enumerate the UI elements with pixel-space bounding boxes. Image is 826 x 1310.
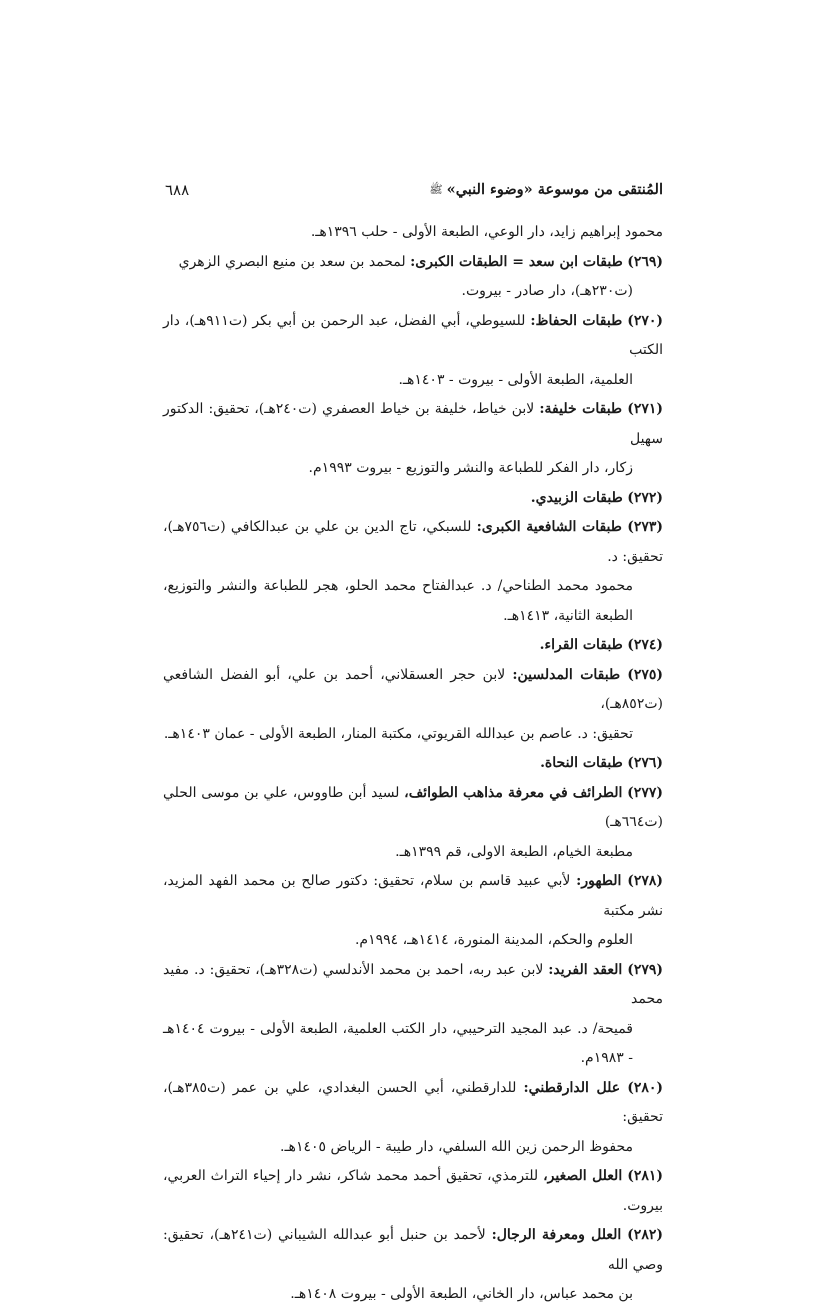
entry-details: لابن حجر العسقلاني، أحمد بن علي، أبو الفضل الشافعي (ت٨٥٢هـ)، — [163, 666, 663, 712]
entry-number: (٢٨٢) — [627, 1227, 663, 1243]
entry-title: العقد الفريد: — [548, 961, 623, 978]
page-header — [165, 180, 663, 200]
bibliography-entry — [163, 661, 663, 750]
entry-continuation: العلمية، الطبعة الأولى - بيروت - ١٤٠٣هـ. — [398, 371, 633, 388]
entry-continuation: محمود محمد الطناحي/ د. عبدالفتاح محمد الحلو، هجر للطباعة والنشر والتوزيع، الطبعة الثانية، ١٤١٣هـ. — [163, 578, 633, 624]
bibliography-entry — [163, 513, 663, 631]
entry-details: للسبكي، تاج الدين بن علي بن عبدالكافي (ت٧٥٦هـ)، تحقيق: د. — [163, 519, 663, 565]
entry-details: لابن خياط، خليفة بن خياط العصفري (ت٢٤٠هـ)، تحقيق: الدكتور سهيل — [163, 401, 663, 447]
bibliography-list — [163, 218, 663, 1310]
entry-number: (٢٦٩) — [627, 253, 663, 270]
bibliography-entry — [163, 749, 663, 779]
entry-continuation: العلوم والحكم، المدينة المنورة، ١٤١٤هـ، ١٩٩٤م. — [354, 932, 633, 948]
entry-details: لابن عبد ربه، احمد بن محمد الأندلسي (ت٣٢٨هـ)، تحقيق: د. مفيد محمد — [163, 961, 663, 1007]
entry-continuation: محفوظ الرحمن زين الله السلفي، دار طيبة - الرياض ١٤٠٥هـ. — [280, 1138, 633, 1155]
entry-title: الطهور: — [576, 873, 622, 889]
entry-details: للترمذي، تحقيق أحمد محمد شاكر، نشر دار إحياء التراث العربي، بيروت. — [163, 1168, 663, 1214]
entry-title: طبقات خليفة: — [539, 401, 623, 417]
entry-continuation: قميحة/ د. عبد المجيد الترحيبي، دار الكتب العلمية، الطبعة الأولى - بيروت ١٤٠٤هـ - ١٩٨٣م. — [163, 1020, 633, 1066]
entry-number: (٢٧٠) — [627, 312, 663, 329]
entry-title: طبقات القراء. — [539, 637, 623, 653]
entry-details: لأبي عبيد قاسم بن سلام، تحقيق: دكتور صالح بن محمد الفهد المزيد، نشر مكتبة — [163, 873, 663, 919]
entry-number: (٢٧٨) — [627, 873, 664, 889]
entry-continuation: بن محمد عباس، دار الخاني، الطبعة الأولى - بيروت ١٤٠٨هـ. — [290, 1286, 633, 1302]
lead-line: محمود إبراهيم زايد، دار الوعي، الطبعة الأولى - حلب ١٣٩٦هـ. — [310, 224, 663, 240]
entry-number: (٢٧٦) — [627, 755, 663, 771]
entry-number: (٢٨٠) — [627, 1079, 664, 1096]
salutation-glyph: ﷺ — [429, 183, 443, 196]
entry-title: علل الدارقطني: — [523, 1079, 621, 1096]
entry-continuation: زكار، دار الفكر للطباعة والنشر والتوزيع - بيروت ١٩٩٣م. — [308, 460, 633, 476]
bibliography-entry — [163, 956, 663, 1074]
bibliography-entry — [163, 1162, 663, 1221]
bibliography-entry — [163, 307, 663, 396]
entry-details: للسيوطي، أبي الفضل، عبد الرحمن بن أبي بكر (ت٩١١هـ)، دار الكتب — [163, 312, 663, 358]
entry-number: (٢٧٧) — [627, 784, 663, 801]
entry-number: (٢٧١) — [627, 401, 663, 417]
running-title-text: المُنتقى من موسوعة «وضوء النبي» — [446, 181, 663, 198]
entry-details: للدارقطني، أبي الحسن البغدادي، علي بن عمر (ت٣٨٥هـ)، تحقيق: — [163, 1079, 663, 1125]
entry-number: (٢٨١) — [627, 1168, 663, 1184]
entry-title: طبقات ابن سعد = الطبقات الكبرى: — [410, 253, 623, 270]
entry-details: لأحمد بن حنبل أبو عبدالله الشيباني (ت٢٤١هـ)، تحقيق: وصي الله — [163, 1227, 663, 1273]
entry-number: (٢٧٥) — [627, 666, 664, 683]
entry-number: (٢٧٣) — [627, 519, 663, 535]
entry-number: (٢٧٤) — [627, 637, 663, 653]
bibliography-entry — [163, 395, 663, 484]
running-title — [429, 180, 663, 200]
entry-title: العلل ومعرفة الرجال: — [491, 1227, 622, 1243]
entry-title: طبقات المدلسين: — [512, 666, 621, 683]
bibliography-entry — [163, 867, 663, 956]
entry-title: طبقات الحفاظ: — [530, 312, 623, 329]
entries-container — [163, 248, 663, 1310]
bibliography-entry — [163, 779, 663, 868]
entry-number: (٢٧٢) — [627, 489, 663, 506]
entry-details: لمحمد بن سعد بن منيع البصري الزهري — [178, 253, 406, 270]
page-number: ٦٨٨ — [165, 181, 190, 199]
bibliography-entry — [163, 631, 663, 661]
entry-continuation: تحقيق: د. عاصم بن عبدالله القريوتي، مكتبة المنار، الطبعة الأولى - عمان ١٤٠٣هـ. — [163, 725, 633, 742]
entry-continuation: مطبعة الخيام، الطبعة الاولى، قم ١٣٩٩هـ. — [395, 843, 633, 860]
entry-number: (٢٧٩) — [627, 961, 664, 978]
entry-title: طبقات الزبيدي. — [530, 489, 623, 506]
bibliography-entry — [163, 1074, 663, 1163]
bibliography-entry — [163, 1221, 663, 1310]
entry-details: لسيد أبن طاووس، علي بن موسى الحلي (ت٦٦٤هـ) — [163, 784, 663, 830]
entry-title: الطرائف في معرفة مذاهب الطوائف، — [404, 784, 623, 801]
entry-title: طبقات الشافعية الكبرى: — [476, 519, 622, 535]
bibliography-entry — [163, 248, 663, 307]
entry-title: طبقات النحاة. — [540, 755, 623, 771]
entry-continuation: (ت٢٣٠هـ)، دار صادر - بيروت. — [461, 283, 633, 299]
entry-title: العلل الصغير، — [543, 1168, 623, 1184]
bibliography-entry — [163, 484, 663, 514]
